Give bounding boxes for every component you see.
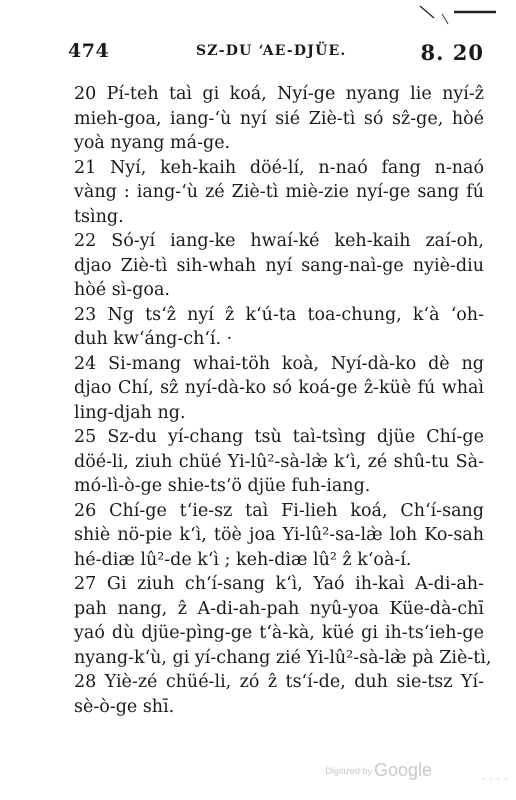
verse-line: 20 Pí-teh taì gi koá, Nyí-ge nyang lie nyí-ẑ (74, 84, 484, 104)
verse-text-block (74, 82, 492, 719)
verse-line: 24 Si-mang whai-töh koà, Nyí-dà-ko dè ng (74, 353, 484, 374)
verse-paragraph (74, 670, 484, 719)
google-watermark-brand: Google (373, 760, 432, 780)
chapter-verse-reference: 8. 20 (420, 40, 484, 65)
verse-line: mieh-goa, iang-‘ù nyí sié Ziè-tì só sẑ-ge, hòé (74, 108, 484, 129)
running-title: SZ-DU ‘AE-DJÜE. (196, 43, 347, 59)
verse-paragraph (74, 82, 484, 156)
verse-line: duh kw‘áng-ch‘í. · (74, 329, 233, 349)
pencil-mark-icon (418, 4, 498, 30)
digitization-watermark (325, 760, 432, 781)
verse-line: 23 Ng ts‘ẑ nyí ẑ k‘ú-ta toa-chung, k‘à ‘oh- (74, 304, 484, 325)
verse-line: 25 Sz-du yí-chang tsù taì-tsìng djüe Chí-ge (74, 427, 484, 447)
verse-line: pah nang, ẑ A-di-ah-pah nyû-yoa Küe-dà-chī (74, 598, 484, 619)
verse-paragraph (74, 352, 484, 426)
verse-line: hé-diæ lû²-de k‘ì ; keh-diæ lû² ẑ k‘oà-í. (74, 549, 412, 570)
digitized-by-label: Digitized by (325, 766, 372, 776)
verse-line: 27 Gi ziuh ch‘í-sang k‘ì, Yaó ih-kaì A-di-ah- (74, 574, 484, 594)
page-header (68, 40, 486, 68)
verse-line: djao Chí, sẑ nyí-dà-ko só koá-ge ẑ-küè fú whaì (74, 378, 484, 398)
verse-paragraph (74, 303, 484, 352)
verse-line: tsìng. (74, 206, 124, 227)
verse-line: yoà nyang má-ge. (74, 133, 231, 153)
verse-line: yaó dù djüe-pìng-ge t‘à-kà, küé gi ih-ts‘ieh-ge (74, 623, 484, 643)
verse-line: djao Ziè-tì sih-whah nyí sang-naì-ge nyiè-diu (74, 255, 484, 276)
verse-line: döé-li, ziuh chüé Yi-lû²-sà-læ̀ k‘ì, zé shû-tu Sà- (74, 451, 484, 472)
verse-line: vàng : iang-‘ù zé Ziè-tì miè-zie nyí-ge sang fú (74, 182, 484, 202)
page-number: 474 (68, 40, 110, 62)
verse-line: mó-lì-ò-ge shie-ts‘ö djüe fuh-iang. (74, 476, 371, 496)
scan-artifact-dots: · · · · (481, 772, 508, 786)
verse-paragraph (74, 229, 484, 303)
verse-line: 22 Só-yí iang-ke hwaí-ké keh-kaih zaí-oh, (74, 231, 484, 251)
verse-line: sè-ò-ge shī. (74, 696, 175, 717)
verse-line: 21 Nyí, keh-kaih döé-lí, n-naó fang n-naó (74, 157, 484, 178)
verse-line: 28 Yiè-zé chüé-li, zó ẑ ts‘í-de, duh sie-tsz Yí- (74, 672, 484, 692)
verse-paragraph (74, 425, 484, 499)
verse-line: nyang-k‘ù, gi yí-chang zié Yi-lû²-sà-læ̀ pà Ziè-tì, (74, 647, 492, 668)
verse-line: 26 Chí-ge t‘ie-sz taì Fi-lieh koá, Ch‘í-sang (74, 500, 484, 521)
verse-line: ling-djah ng. (74, 402, 186, 423)
verse-paragraph (74, 156, 484, 230)
verse-line: hòé sì-goa. (74, 280, 170, 300)
verse-line: shiè nö-pie k‘ì, töè joa Yi-lû²-sa-læ̀ loh Ko-sah (74, 525, 484, 545)
verse-paragraph (74, 499, 484, 573)
verse-paragraph (74, 572, 492, 670)
